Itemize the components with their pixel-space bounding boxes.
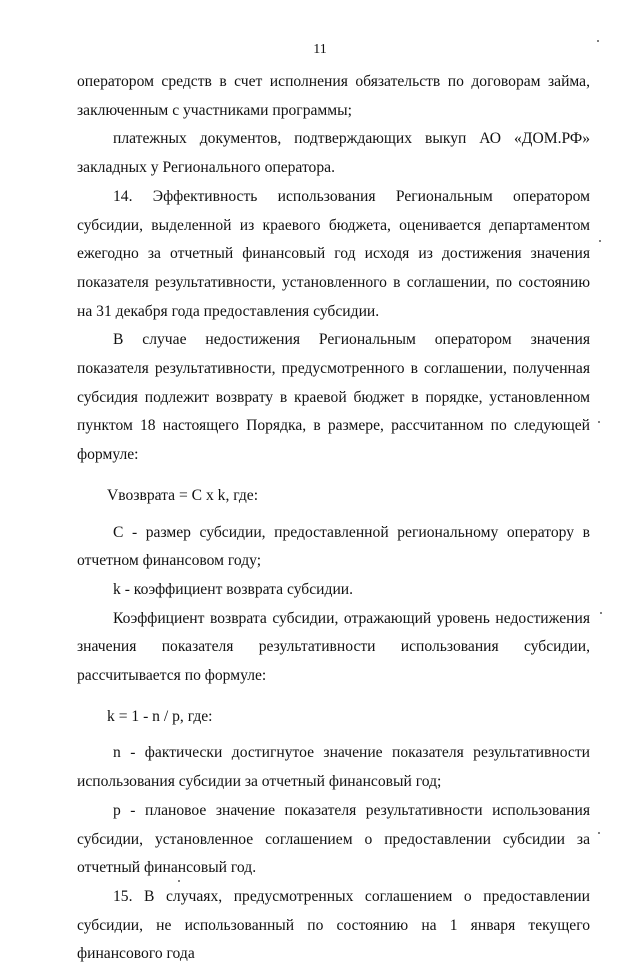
paragraph-section-14: 14. Эффективность использования Региональным оператором субсидии, выделенной из краевого бюджета, оценивается департаментом ежегодно за отчетный финансовый год исходя из достижения значения показателя результативности, установленного в соглашении, по состоянию на 31 декабря года предоставления субсидии.: [77, 187, 590, 320]
formula-refund: Vвозврата = С x k, где:: [107, 486, 259, 504]
definition-p: p - плановое значение показателя результативности использования субсидии, установленное соглашением о предоставлении субсидии за отчетный финансовый год.: [77, 801, 590, 877]
formula-coefficient: k = 1 - n / p, где:: [107, 707, 213, 725]
scan-speck: [598, 832, 600, 834]
page-number: 11: [313, 42, 327, 57]
paragraph-loan-obligations: оператором средств в счет исполнения обязательств по договорам займа, заключенным с участниками программы;: [77, 73, 590, 119]
scan-speck: [178, 880, 180, 882]
paragraph-non-achievement: В случае недостижения Региональным оператором значения показателя результативности, предусмотренного в соглашении, полученная субсидия подлежит возврату в краевой бюджет в порядке, установленном пунктом 18 настоящего Порядка, в размере, рассчитанном по следующей формуле:: [77, 331, 590, 464]
scan-speck: [597, 40, 599, 42]
paragraph-section-15: 15. В случаях, предусмотренных соглашением о предоставлении субсидии, не использованный по состоянию на 1 января текущего финансового года: [77, 887, 590, 963]
definition-n: n - фактически достигнутое значение показателя результативности использования субсидии за отчетный финансовый год;: [77, 744, 590, 791]
scan-speck: [600, 612, 602, 614]
paragraph-coefficient: Коэффициент возврата субсидии, отражающий уровень недостижения значения показателя результативности использования субсидии, рассчитывается по формуле:: [77, 609, 590, 685]
paragraph-payment-documents: платежных документов, подтверждающих выкуп АО «ДОМ.РФ» закладных у Регионального оператора.: [77, 130, 590, 177]
definition-k: k - коэффициент возврата субсидии.: [113, 580, 354, 598]
scan-speck: [599, 240, 601, 242]
scan-speck: [598, 421, 600, 423]
definition-c: С - размер субсидии, предоставленной региональному оператору в отчетном финансовом году;: [77, 523, 590, 570]
document-body: [77, 68, 590, 969]
